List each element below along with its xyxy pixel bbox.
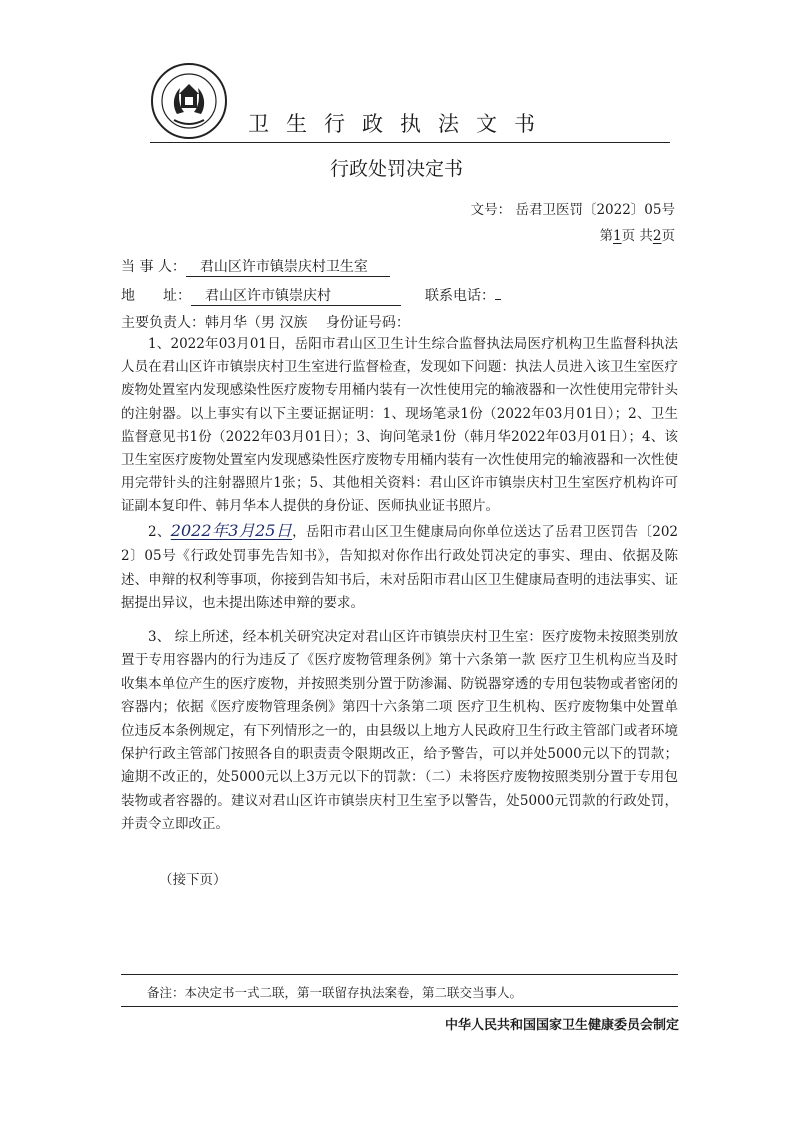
address-field (121, 285, 501, 306)
party-value: 君山区许市镇崇庆村卫生室 (186, 258, 390, 277)
responsible-person-field: 主要负责人：韩月华（男 汉族 身份证号码： (121, 315, 410, 331)
address-value: 君山区许市镇崇庆村 (191, 287, 401, 306)
page-total: 2 (652, 228, 662, 244)
handwritten-date: 2022年3月25日 (170, 521, 293, 540)
health-authority-emblem-icon (150, 62, 228, 140)
page-indicator (600, 224, 675, 244)
issuer-text: 中华人民共和国国家卫生健康委员会制定 (444, 1018, 679, 1033)
document-number (471, 198, 675, 218)
party-label: 当 事 人： (121, 259, 186, 275)
page-prefix: 第 (599, 228, 614, 244)
address-label: 地 址： (121, 288, 191, 304)
page-suffix: 页 (661, 228, 675, 244)
paragraph-decision: 3、 综上所述，经本机关研究决定对君山区许市镇崇庆村卫生室：医疗废物未按照类别放置于专用容器内的行为违反了《医疗废物管理条例》第十六条第一款 医疗卫生机构应当及时收集本单位产生的医疗废物，并按照类别分置于防渗漏、防锐器穿透的专用包装物或者密闭的容器内；依据《医疗废物管理条例》第四十六条第二项 医疗卫生机构、医疗废物集中处置单位违反本条例规定，有下列情形之一的，由县级以上地方人民政府卫生行政主管部门或者环境保护行政主管部门按照各自的职责责令限期改正，给予警告，可以并处5000元以下的罚款；逾期不改正的，处5000元以上3万元以下的罚款：（二）未将医疗废物按照类别分置于专用包装物或者容器的。建议对君山区许市镇崇庆村卫生室予以警告，处5000元罚款的行政处罚，并责令立即改正。 (121, 629, 678, 833)
page-current: 1 (613, 228, 622, 244)
document-number-value: 岳君卫医罚〔2022〕05号 (515, 202, 675, 218)
document-title: 行政处罚决定书 (329, 158, 463, 180)
paragraph-notification-text: ，岳阳市君山区卫生健康局向你单位送达了岳君卫医罚告〔2022〕05号《行政处罚事先告知书》，告知拟对你作出行政处罚决定的事实、理由、依据及陈述、申辩的权利等事项，你接到告知书后，未对岳阳市君山区卫生健康局查明的违法事实、证据提出异议，也未提出陈述申辩的要求。 (121, 524, 678, 612)
header-title: 卫生行政执法文书 (248, 112, 552, 136)
party-field (121, 256, 390, 277)
document-number-label: 文号： (470, 202, 512, 218)
paragraph-notification (121, 519, 678, 616)
phone-label: 联系电话： (425, 288, 495, 304)
paragraph-notification-prefix: 2、 (148, 524, 171, 540)
continued-note: （接下页） (159, 872, 227, 888)
phone-value (495, 299, 501, 300)
note-divider-bottom (121, 1006, 678, 1007)
page-mid: 页 共 (621, 228, 653, 244)
note-divider-top (121, 974, 678, 975)
paragraph-facts: 1、2022年03月01日，岳阳市君山区卫生计生综合监督执法局医疗机构卫生监督科执法人员在君山区许市镇崇庆村卫生室进行监督检查，发现如下问题：执法人员进入该卫生室医疗废物处置室内发现感染性医疗废物专用桶内装有一次性使用完的输液器和一次性使用完带针头的注射器。以上事实有以下主要证据证明：1、现场笔录1份（2022年03月01日）；2、卫生监督意见书1份（2022年03月01日）；3、询问笔录1份（韩月华2022年03月01日）；4、该卫生室医疗废物处置室内发现感染性医疗废物专用桶内装有一次性使用完的输液器和一次性使用完带针头的注射器照片1张；5、其他相关资料：君山区许市镇崇庆村卫生室医疗机构许可证副本复印件、韩月华本人提供的身份证、医师执业证书照片。 (121, 336, 678, 515)
header-divider (150, 142, 670, 143)
remarks-note: 备注：本决定书一式二联，第一联留存执法案卷，第二联交当事人。 (147, 985, 523, 1000)
